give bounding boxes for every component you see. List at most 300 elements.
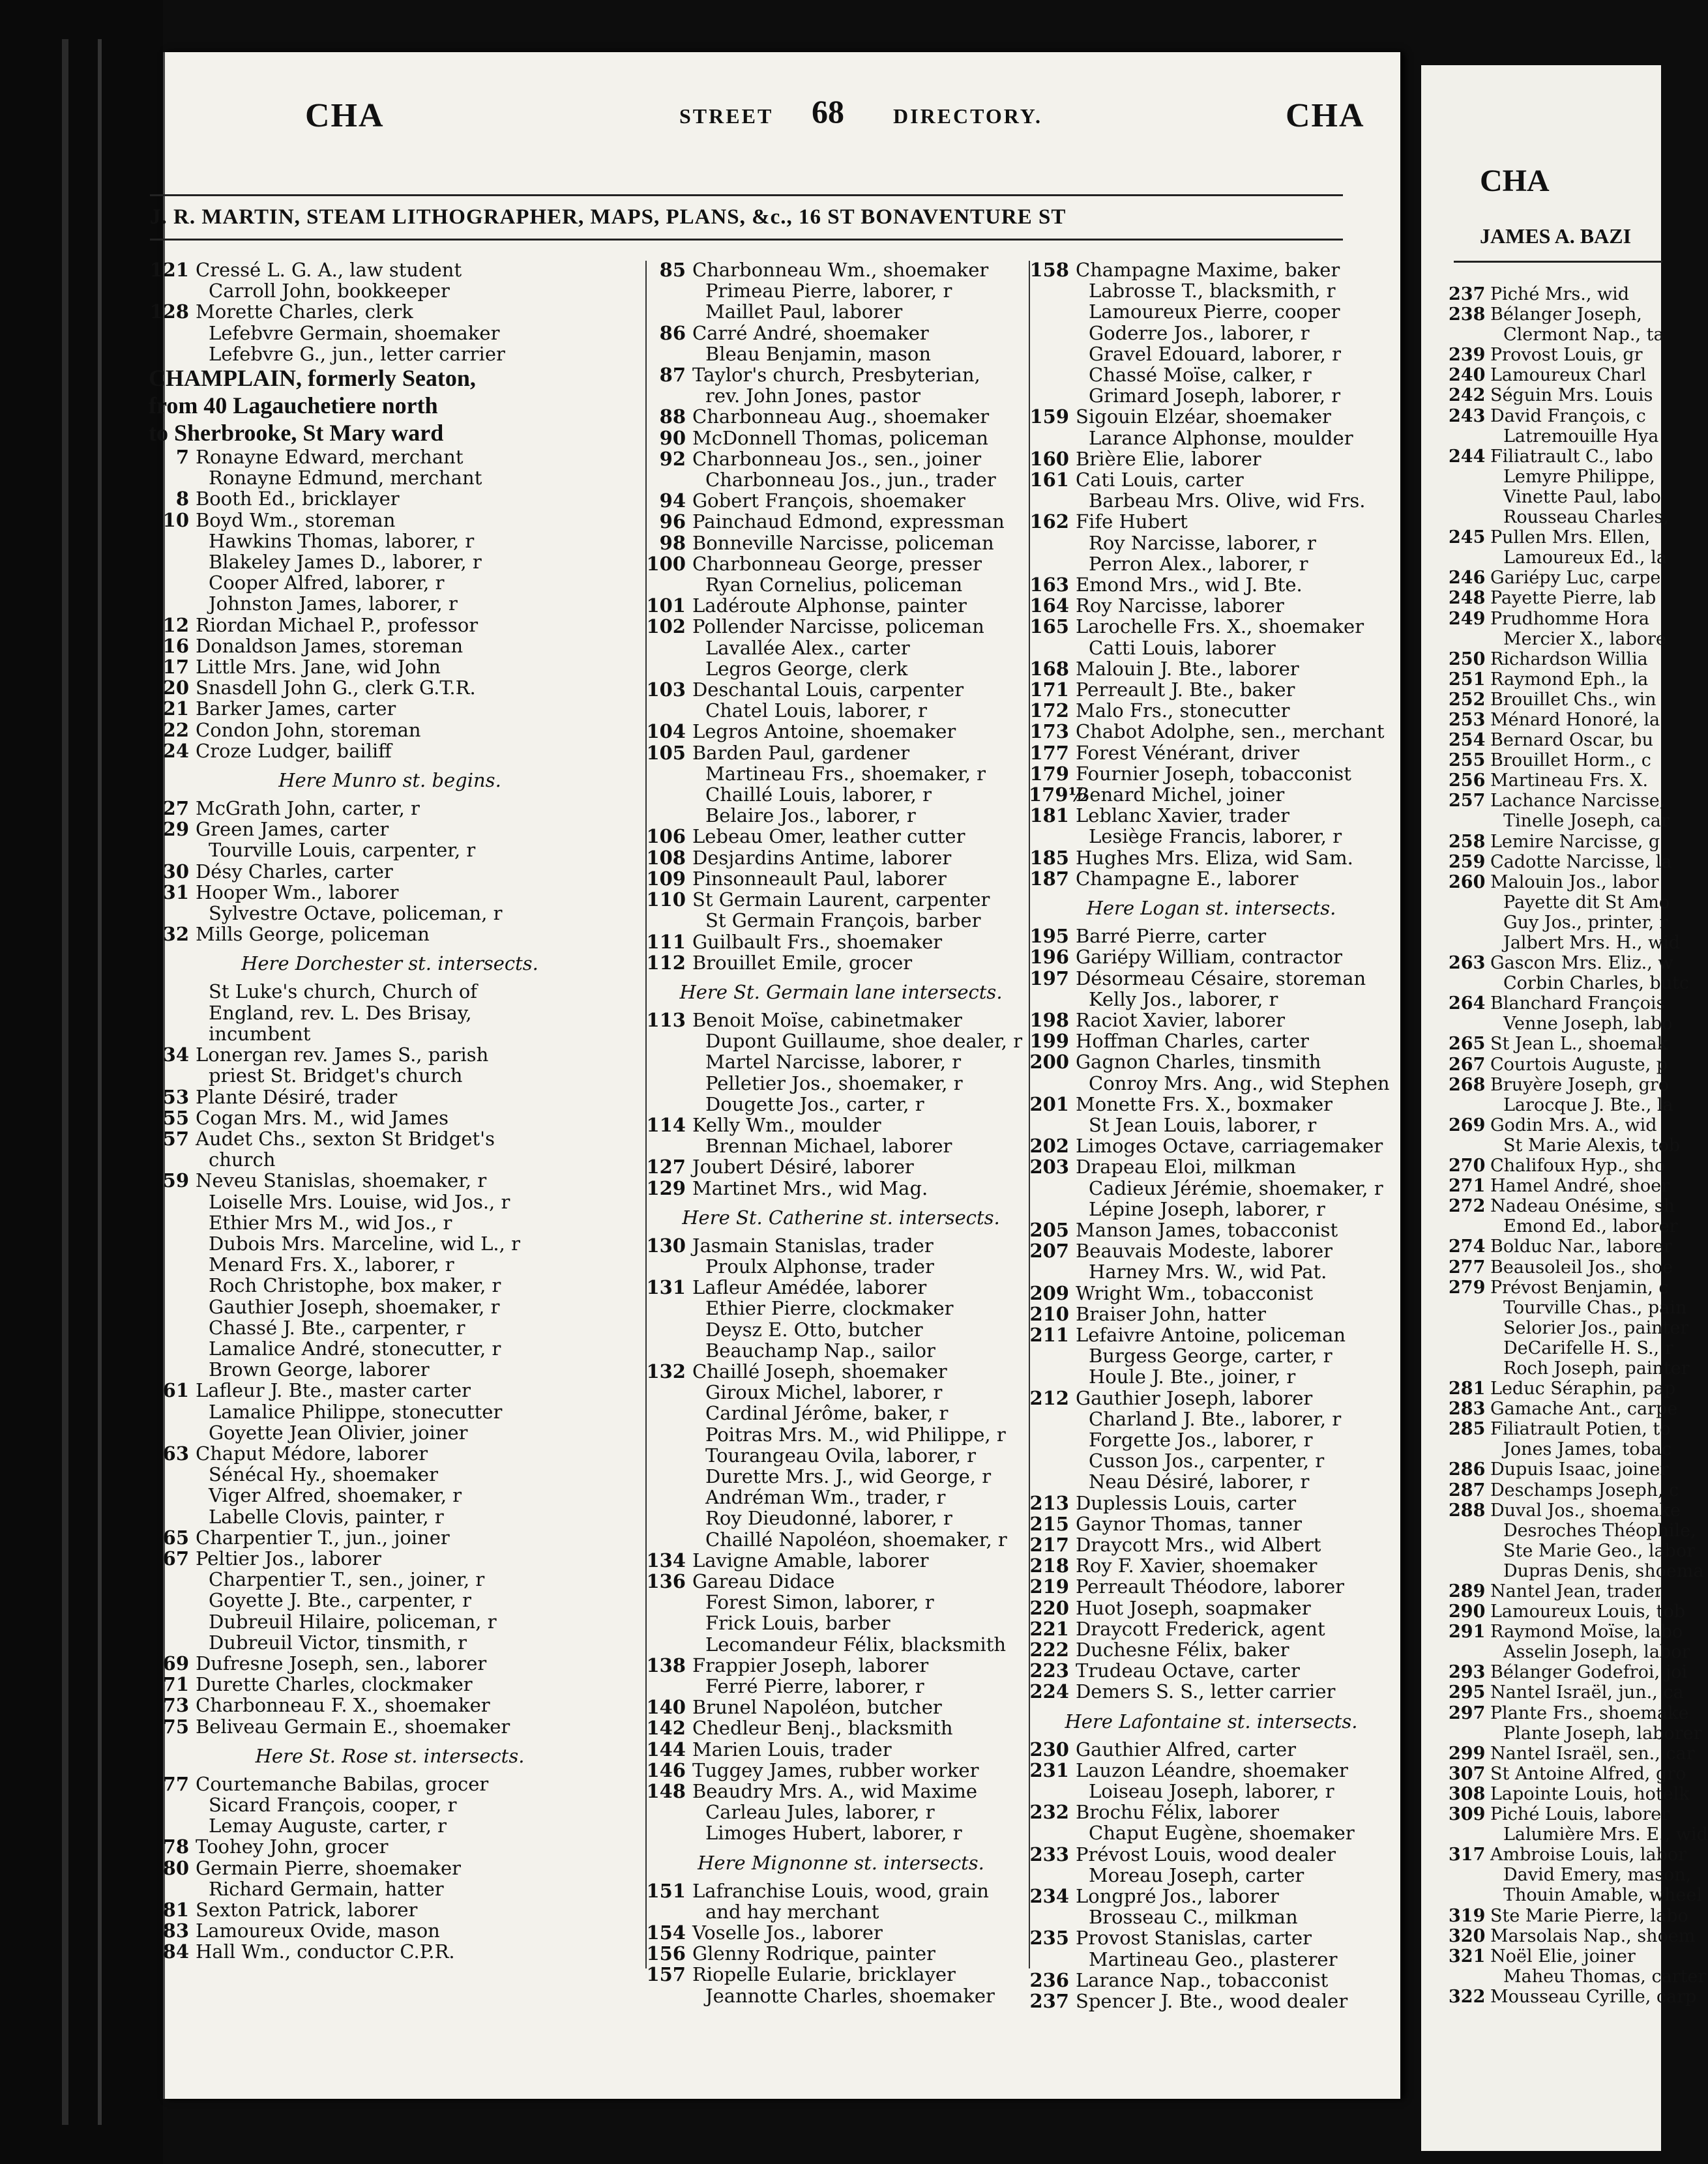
resident-listing: Chaput Médore, laborer xyxy=(196,1442,428,1465)
resident-listing: Chalifoux Hyp., sho xyxy=(1490,1156,1666,1177)
resident-listing: Legros George, clerk xyxy=(705,657,908,680)
directory-entry xyxy=(1449,710,1661,730)
directory-entry xyxy=(149,1443,631,1464)
directory-entry xyxy=(1029,1576,1394,1597)
directory-entry xyxy=(645,1256,1037,1277)
resident-listing: Proulx Alphonse, trader xyxy=(705,1255,934,1278)
directory-entry xyxy=(645,1156,1037,1177)
directory-entry xyxy=(1029,1324,1394,1345)
house-number: 106 xyxy=(646,825,686,848)
house-number: 34 xyxy=(162,1044,189,1066)
directory-entry xyxy=(149,1590,631,1611)
directory-entry xyxy=(1449,385,1661,405)
directory-entry xyxy=(149,1359,631,1380)
house-number: 185 xyxy=(1029,846,1069,869)
resident-listing: Lamoureux Louis, tob xyxy=(1490,1601,1685,1622)
directory-entry xyxy=(1029,1555,1394,1576)
house-number: 295 xyxy=(1449,1682,1486,1703)
resident-listing: incumbent xyxy=(209,1022,311,1045)
directory-entry xyxy=(149,1275,631,1296)
directory-entry xyxy=(645,1592,1037,1613)
resident-listing: Ladéroute Alphonse, painter xyxy=(692,594,967,617)
directory-entry xyxy=(645,1361,1037,1382)
resident-listing: Brière Elie, laborer xyxy=(1076,447,1261,470)
resident-listing: Gauthier Joseph, shoemaker, r xyxy=(209,1295,500,1318)
resident-listing: Hooper Wm., laborer xyxy=(196,881,399,903)
directory-entry xyxy=(1449,892,1670,913)
directory-entry xyxy=(149,1380,631,1401)
resident-listing: Courtemanche Babilas, grocer xyxy=(196,1772,489,1795)
house-number: 237 xyxy=(1449,284,1486,304)
book-gutter xyxy=(0,0,163,2164)
resident-listing: Ambroise Louis, labor xyxy=(1490,1845,1687,1865)
resident-listing: Conroy Mrs. Ang., wid Stephen xyxy=(1089,1072,1390,1094)
house-number: 16 xyxy=(162,634,189,657)
house-number: 234 xyxy=(1029,1885,1069,1908)
resident-listing: Malo Frs., stonecutter xyxy=(1076,699,1290,722)
resident-listing: Chatel Louis, laborer, r xyxy=(705,699,928,722)
house-number: 242 xyxy=(1449,385,1486,406)
directory-entry xyxy=(1029,1220,1394,1240)
house-number: 157 xyxy=(646,1963,686,1986)
resident-listing: Brochu Félix, laborer xyxy=(1076,1801,1279,1824)
resident-listing: Belaire Jos., laborer, r xyxy=(705,804,916,827)
directory-entry xyxy=(149,572,631,593)
house-number: 251 xyxy=(1449,669,1486,690)
resident-listing: Giroux Michel, laborer, r xyxy=(705,1381,943,1404)
resident-listing: St Germain François, barber xyxy=(705,909,981,932)
resident-listing: Forest Vénérant, driver xyxy=(1076,741,1300,764)
directory-entry xyxy=(645,1697,1037,1718)
directory-entry xyxy=(1029,1471,1394,1492)
resident-listing: Primeau Pierre, laborer, r xyxy=(705,280,952,302)
directory-entry xyxy=(645,721,1037,742)
directory-entry xyxy=(645,1634,1037,1655)
resident-listing: Guy Jos., printer, r xyxy=(1503,912,1668,933)
resident-listing: rev. John Jones, pastor xyxy=(705,385,921,407)
directory-entry xyxy=(149,1548,631,1569)
directory-entry xyxy=(1449,1216,1678,1237)
resident-listing: Ménard Honoré, la xyxy=(1490,709,1660,730)
resident-listing: Johnston James, laborer, r xyxy=(209,592,458,615)
resident-listing: Roy Narcisse, laborer xyxy=(1076,594,1284,617)
directory-entry xyxy=(1449,750,1661,770)
directory-entry xyxy=(1029,700,1394,721)
house-number: 246 xyxy=(1449,568,1486,589)
resident-listing: Godin Mrs. A., wid xyxy=(1490,1115,1657,1135)
house-number: 111 xyxy=(646,930,686,953)
directory-entry xyxy=(645,1135,1037,1156)
directory-entry xyxy=(1029,616,1394,637)
directory-entry xyxy=(1029,406,1394,427)
resident-listing: Brunel Napoléon, butcher xyxy=(692,1696,942,1719)
resident-listing: Tuggey James, rubber worker xyxy=(692,1759,979,1781)
directory-entry xyxy=(645,847,1037,868)
house-number: 114 xyxy=(646,1113,686,1136)
resident-listing: Ferré Pierre, laborer, r xyxy=(705,1675,924,1697)
house-number: 69 xyxy=(162,1652,189,1674)
directory-entry xyxy=(1029,1366,1394,1387)
house-number: 231 xyxy=(1029,1759,1069,1781)
house-number: 265 xyxy=(1449,1034,1486,1055)
house-number: 238 xyxy=(1449,304,1486,325)
house-number: 264 xyxy=(1449,993,1486,1014)
directory-entry xyxy=(1449,1560,1704,1581)
directory-entry xyxy=(149,551,631,572)
house-number: 255 xyxy=(1449,750,1486,771)
resident-listing: Roy Narcisse, laborer, r xyxy=(1089,531,1316,554)
intersection-note: Here Dorchester st. intersects. xyxy=(241,952,538,975)
directory-entry xyxy=(645,406,1037,427)
resident-listing: Durette Charles, clockmaker xyxy=(196,1673,473,1696)
resident-listing: Malouin J. Bte., laborer xyxy=(1076,657,1299,680)
directory-entry xyxy=(645,1922,1037,1943)
resident-listing: Venne Joseph, labo xyxy=(1503,1014,1673,1034)
resident-listing: Durette Mrs. J., wid George, r xyxy=(705,1465,992,1487)
directory-entry xyxy=(645,1073,1037,1094)
resident-listing: Demers S. S., letter carrier xyxy=(1076,1680,1336,1703)
directory-column-2 xyxy=(645,259,1037,2006)
resident-listing: Morette Charles, clerk xyxy=(196,300,413,323)
resident-listing: Booth Ed., bricklayer xyxy=(196,488,400,510)
resident-listing: Raymond Eph., la xyxy=(1490,669,1649,690)
resident-listing: Bélanger Joseph, xyxy=(1490,304,1642,325)
resident-listing: Pelletier Jos., shoemaker, r xyxy=(705,1072,963,1094)
house-number: 160 xyxy=(1029,447,1069,470)
directory-entry xyxy=(1029,1345,1394,1366)
directory-entry xyxy=(149,698,631,719)
facing-page-banner: JAMES A. BAZI xyxy=(1480,224,1632,248)
directory-entry xyxy=(1449,406,1661,426)
directory-entry xyxy=(1029,1135,1394,1156)
directory-entry xyxy=(149,1632,631,1653)
directory-entry xyxy=(1449,1966,1707,1987)
house-number: 80 xyxy=(162,1856,189,1879)
directory-entry xyxy=(1029,1927,1394,1948)
house-number: 96 xyxy=(659,510,686,533)
directory-entry xyxy=(149,720,631,740)
directory-entry xyxy=(149,1065,631,1086)
directory-entry xyxy=(1029,637,1394,658)
directory-entry xyxy=(645,931,1037,952)
house-number: 86 xyxy=(659,321,686,344)
house-number: 271 xyxy=(1449,1176,1486,1197)
directory-entry xyxy=(1029,826,1394,847)
resident-listing: Plante Frs., shoemake xyxy=(1490,1703,1689,1723)
directory-entry xyxy=(645,1571,1037,1592)
directory-entry xyxy=(1029,805,1394,826)
directory-entry xyxy=(1029,1010,1394,1031)
resident-listing: Prévost Benjamin, c xyxy=(1490,1277,1669,1298)
facing-page-running-head: CHA xyxy=(1480,164,1550,198)
directory-entry xyxy=(1029,784,1394,805)
resident-listing: Houle J. Bte., joiner, r xyxy=(1089,1366,1296,1388)
house-number: 299 xyxy=(1449,1743,1486,1764)
directory-entry xyxy=(1029,1388,1394,1409)
directory-entry xyxy=(645,1508,1037,1528)
house-number: 224 xyxy=(1029,1680,1069,1703)
directory-entry xyxy=(149,1296,631,1317)
resident-listing: Latremouille Hya xyxy=(1503,426,1659,446)
house-number: 105 xyxy=(646,741,686,764)
resident-listing: Hughes Mrs. Eliza, wid Sam. xyxy=(1076,846,1353,869)
house-number: 103 xyxy=(646,679,686,701)
directory-entry xyxy=(1449,1338,1673,1358)
house-number: 317 xyxy=(1449,1845,1486,1865)
directory-entry xyxy=(1029,595,1394,616)
house-number: 30 xyxy=(162,860,189,883)
directory-entry xyxy=(1449,832,1661,852)
house-number: 27 xyxy=(162,797,189,820)
house-number: 165 xyxy=(1029,615,1069,638)
directory-entry xyxy=(1029,1534,1394,1555)
resident-listing: Lesiège Francis, laborer, r xyxy=(1089,825,1342,848)
resident-listing: Charland J. Bte., laborer, r xyxy=(1089,1407,1342,1430)
directory-entry xyxy=(149,882,631,903)
header-rule xyxy=(150,194,1343,196)
resident-listing: Filiatrault Potien, to xyxy=(1490,1419,1671,1440)
house-number: 113 xyxy=(646,1008,686,1031)
resident-listing: Bélanger Godefroi, joi xyxy=(1490,1662,1687,1683)
directory-entry xyxy=(1029,1304,1394,1324)
house-number: 237 xyxy=(1029,1990,1069,2013)
directory-entry xyxy=(1449,1642,1690,1663)
directory-entry xyxy=(645,1529,1037,1550)
directory-entry xyxy=(149,1920,631,1941)
resident-listing: Dupras Denis, shoema xyxy=(1503,1560,1704,1581)
resident-listing: Gareau Didace xyxy=(692,1570,835,1592)
directory-entry xyxy=(1029,448,1394,469)
house-number: 235 xyxy=(1029,1927,1069,1950)
resident-listing: Champagne Maxime, baker xyxy=(1076,259,1340,281)
resident-listing: Lemay Auguste, carter, r xyxy=(209,1815,447,1837)
directory-entry xyxy=(1029,847,1394,868)
directory-entry xyxy=(149,1485,631,1506)
house-number: 65 xyxy=(162,1526,189,1549)
directory-entry xyxy=(645,805,1037,826)
house-number: 202 xyxy=(1029,1135,1069,1158)
directory-entry xyxy=(149,323,631,344)
directory-entry xyxy=(1449,1277,1669,1298)
resident-listing: Dupont Guillaume, shoe dealer, r xyxy=(705,1030,1023,1053)
directory-entry xyxy=(149,1087,631,1107)
resident-listing: Sigouin Elzéar, shoemaker xyxy=(1076,405,1331,428)
resident-listing: St Jean L., shoemak xyxy=(1490,1034,1668,1055)
house-number: 21 xyxy=(162,697,189,720)
directory-entry xyxy=(149,1569,631,1590)
directory-entry xyxy=(149,1422,631,1443)
resident-listing: Lemire Narcisse, g xyxy=(1490,831,1660,852)
directory-entry xyxy=(1029,533,1394,553)
house-number: 283 xyxy=(1449,1399,1486,1420)
directory-entry xyxy=(645,574,1037,595)
directory-entry xyxy=(645,1424,1037,1445)
resident-listing: McDonnell Thomas, policeman xyxy=(692,426,988,449)
resident-listing: Perreault Théodore, laborer xyxy=(1076,1575,1344,1598)
directory-entry xyxy=(1029,1681,1394,1702)
house-number: 108 xyxy=(646,846,686,869)
house-number: 309 xyxy=(1449,1804,1486,1825)
resident-listing: Drapeau Eloi, milkman xyxy=(1076,1156,1297,1178)
house-number: 131 xyxy=(646,1276,686,1299)
directory-entry xyxy=(1449,487,1661,507)
directory-entry xyxy=(1029,1178,1394,1199)
resident-listing: Hamel André, shoer xyxy=(1490,1176,1670,1197)
house-number: 10 xyxy=(162,508,189,531)
resident-listing: Séguin Mrs. Louis xyxy=(1490,385,1653,406)
directory-entry xyxy=(1029,364,1394,385)
directory-entry xyxy=(1029,490,1394,511)
house-number: 249 xyxy=(1449,608,1486,629)
directory-entry xyxy=(1029,968,1394,989)
resident-listing: Lapointe Louis, hotelk xyxy=(1490,1783,1690,1804)
resident-listing: Desroches Théophile, xyxy=(1503,1520,1696,1541)
resident-listing: Champagne E., laborer xyxy=(1076,867,1299,890)
resident-listing: St Antoine Alfred, gro xyxy=(1490,1763,1686,1784)
resident-listing: Nadeau Onésime, sh xyxy=(1490,1196,1675,1217)
house-number: 260 xyxy=(1449,871,1486,892)
house-number: 195 xyxy=(1029,925,1069,948)
directory-entry xyxy=(645,469,1037,490)
directory-entry xyxy=(149,1338,631,1359)
directory-entry xyxy=(645,428,1037,448)
directory-entry xyxy=(1449,1723,1702,1744)
directory-entry xyxy=(645,637,1037,658)
resident-listing: Lefaivre Antoine, policeman xyxy=(1076,1323,1346,1346)
resident-listing: Dupuis Isaac, joiner xyxy=(1490,1459,1669,1480)
directory-entry xyxy=(149,903,631,924)
resident-listing: Tourville Chas., pain xyxy=(1503,1297,1687,1318)
directory-entry xyxy=(1449,1601,1685,1622)
directory-entry xyxy=(1449,1500,1681,1521)
directory-entry xyxy=(645,742,1037,763)
directory-entry xyxy=(1449,1135,1681,1156)
resident-listing: Larance Alphonse, moulder xyxy=(1089,426,1353,449)
directory-entry xyxy=(1449,851,1672,872)
resident-listing: Gariépy William, contractor xyxy=(1076,946,1342,969)
resident-listing: Loiselle Mrs. Louise, wid Jos., r xyxy=(209,1190,510,1213)
directory-entry xyxy=(645,1676,1037,1697)
directory-entry xyxy=(1029,1031,1394,1051)
directory-entry xyxy=(149,488,631,509)
house-number: 207 xyxy=(1029,1240,1069,1263)
directory-entry xyxy=(149,1212,631,1233)
directory-entry xyxy=(1449,1885,1703,1906)
house-number: 240 xyxy=(1449,365,1486,386)
house-number: 98 xyxy=(659,531,686,554)
house-number: 8 xyxy=(175,488,189,510)
house-number: 203 xyxy=(1029,1156,1069,1178)
resident-listing: Pollender Narcisse, policeman xyxy=(692,615,984,638)
resident-listing: Martineau Geo., plasterer xyxy=(1089,1948,1338,1970)
directory-entry xyxy=(645,1613,1037,1633)
house-number: 198 xyxy=(1029,1008,1069,1031)
resident-listing: Boyd Wm., storeman xyxy=(196,508,396,531)
directory-entry xyxy=(1449,649,1661,669)
directory-entry xyxy=(645,1340,1037,1361)
directory-entry xyxy=(645,1781,1037,1802)
directory-entry xyxy=(645,533,1037,553)
house-number: 244 xyxy=(1449,446,1486,467)
directory-entry xyxy=(1029,926,1394,946)
house-number: 144 xyxy=(646,1738,686,1761)
house-number: 92 xyxy=(659,447,686,470)
house-number: 223 xyxy=(1029,1660,1069,1682)
directory-entry xyxy=(149,531,631,551)
resident-listing: Trudeau Octave, carter xyxy=(1076,1660,1300,1682)
house-number: 243 xyxy=(1449,405,1486,426)
resident-listing: Cadieux Jérémie, shoemaker, r xyxy=(1089,1177,1383,1199)
directory-entry xyxy=(149,1879,631,1899)
directory-entry xyxy=(1449,1865,1692,1886)
resident-listing: Ronayne Edward, merchant xyxy=(196,446,464,469)
resident-listing: Blakeley James D., laborer, r xyxy=(209,551,482,574)
resident-listing: Raymond Moïse, labo xyxy=(1490,1622,1683,1643)
house-number: 146 xyxy=(646,1759,686,1781)
resident-listing: Pinsonneault Paul, laborer xyxy=(692,867,947,890)
resident-listing: Barker James, carter xyxy=(196,697,396,720)
resident-listing: Green James, carter xyxy=(196,818,389,841)
resident-listing: Labelle Clovis, painter, r xyxy=(209,1505,444,1528)
resident-listing: Gauthier Joseph, laborer xyxy=(1076,1386,1313,1409)
resident-listing: Gravel Edouard, laborer, r xyxy=(1089,342,1341,365)
directory-entry xyxy=(1029,1844,1394,1865)
resident-listing: Lafleur Amédée, laborer xyxy=(692,1276,927,1299)
directory-entry xyxy=(1449,304,1661,325)
resident-listing: Burgess George, carter, r xyxy=(1089,1345,1333,1367)
house-number: 172 xyxy=(1029,699,1069,722)
resident-listing: Larance Nap., tobacconist xyxy=(1076,1968,1329,1991)
resident-listing: Lafranchise Louis, wood, grain xyxy=(692,1879,989,1902)
house-number: 197 xyxy=(1029,967,1069,989)
directory-entry xyxy=(149,819,631,840)
resident-listing: Duval Jos., shoemake xyxy=(1490,1500,1681,1521)
directory-entry xyxy=(1029,742,1394,763)
directory-entry xyxy=(645,553,1037,574)
directory-entry xyxy=(1029,763,1394,784)
resident-listing: Beauchamp Nap., sailor xyxy=(705,1339,935,1362)
resident-listing: Barré Pierre, carter xyxy=(1076,925,1267,948)
directory-entry xyxy=(1449,1459,1669,1480)
resident-listing: Harney Mrs. W., wid Pat. xyxy=(1089,1261,1327,1283)
directory-entry xyxy=(1029,344,1394,364)
house-number: 63 xyxy=(162,1442,189,1465)
house-number: 272 xyxy=(1449,1196,1486,1217)
running-head-right: CHA xyxy=(1286,97,1365,134)
resident-listing: Spencer J. Bte., wood dealer xyxy=(1076,1990,1348,2013)
house-number: 253 xyxy=(1449,709,1486,730)
directory-entry xyxy=(149,636,631,656)
house-number: 78 xyxy=(162,1835,189,1858)
directory-entry xyxy=(1449,1763,1686,1784)
directory-entry xyxy=(149,656,631,677)
directory-entry xyxy=(1029,1886,1394,1907)
directory-entry xyxy=(149,1527,631,1548)
directory-entry xyxy=(149,1192,631,1212)
resident-listing: Snasdell John G., clerk G.T.R. xyxy=(196,677,476,699)
resident-listing: Désy Charles, carter xyxy=(196,860,393,883)
resident-listing: Riopelle Eularie, bricklayer xyxy=(692,1963,956,1986)
house-number: 250 xyxy=(1449,649,1486,669)
house-number: 285 xyxy=(1449,1419,1486,1440)
resident-listing: David Emery, mason, xyxy=(1503,1865,1692,1886)
directory-entry xyxy=(645,1277,1037,1298)
resident-listing: Charpentier T., sen., joiner, r xyxy=(209,1568,485,1591)
resident-listing: Legros Antoine, shoemaker xyxy=(692,720,956,743)
house-number: 199 xyxy=(1029,1030,1069,1053)
resident-listing: Germain Pierre, shoemaker xyxy=(196,1856,461,1879)
directory-entry xyxy=(1449,1176,1670,1197)
